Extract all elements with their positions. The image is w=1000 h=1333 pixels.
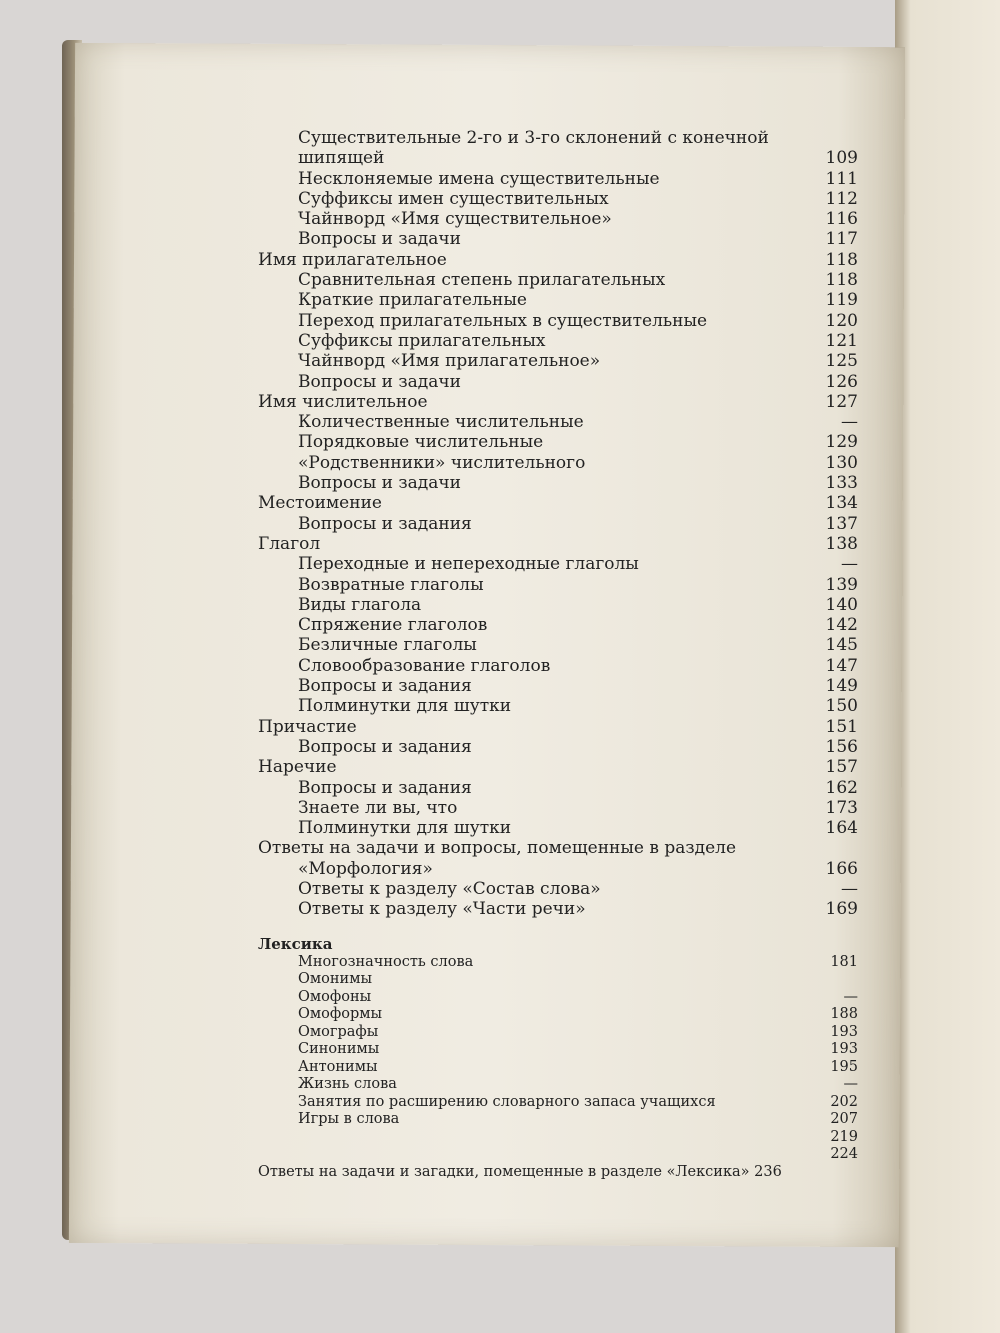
toc-line — [258, 290, 858, 310]
toc-line-text: Вопросы и задачи — [298, 473, 461, 494]
toc-line — [258, 1006, 858, 1024]
toc-line-text: Вопросы и задания — [298, 676, 472, 697]
toc-page-number: 139 — [825, 574, 858, 595]
toc-line-text: шипящей — [298, 148, 385, 169]
toc-line-text: Полминутки для шутки — [298, 818, 512, 839]
toc-line — [258, 595, 858, 615]
toc-line — [258, 432, 858, 452]
toc-line — [258, 229, 858, 249]
toc-line — [258, 635, 858, 655]
toc-line-text: Омонимы — [298, 971, 373, 988]
toc-page-number: 118 — [825, 249, 858, 270]
toc-page-number: 129 — [825, 432, 858, 453]
toc-page-number: 219 — [830, 1128, 858, 1145]
toc-line-text: Ответы на задачи и вопросы, помещенные в разделе — [258, 838, 737, 859]
toc-line — [258, 331, 858, 351]
toc-page-number: 169 — [825, 899, 858, 920]
toc-page-number: 181 — [830, 953, 858, 970]
toc-page-number: 207 — [830, 1111, 858, 1128]
toc-page-number: — — [843, 988, 858, 1005]
toc-page-number: — — [841, 554, 858, 575]
toc-line — [258, 676, 858, 696]
toc-line-text: Наречие — [258, 757, 337, 778]
toc-line-text: Глагол — [258, 533, 321, 554]
toc-line — [258, 859, 858, 879]
toc-page-number: 140 — [825, 594, 858, 615]
toc-section-title: Лексика — [258, 934, 333, 953]
toc-line-text: Количественные числительные — [298, 412, 584, 433]
toc-line-text: Ответы к разделу «Части речи» — [298, 899, 586, 920]
toc-page-number: 151 — [825, 716, 858, 737]
toc-line — [258, 1024, 858, 1042]
toc-line-text: Омофоны — [298, 988, 372, 1005]
toc-line — [258, 615, 858, 635]
toc-page-number: 119 — [825, 290, 858, 311]
toc-line-text: Причастие — [258, 716, 357, 737]
toc-line-text: Безличные глаголы — [298, 635, 477, 656]
toc-line — [258, 954, 858, 972]
toc-line-text: Вопросы и задания — [298, 736, 472, 757]
toc-line-text: Чайнворд «Имя прилагательное» — [298, 351, 601, 372]
toc-line — [258, 250, 858, 270]
toc-page-number: 193 — [830, 1041, 858, 1058]
toc-line — [258, 1111, 858, 1129]
toc-line — [258, 412, 858, 432]
toc-line — [258, 798, 858, 818]
toc-line-text: Вопросы и задачи — [298, 371, 461, 392]
toc-line — [258, 989, 858, 1007]
toc-line-text: Существительные 2-го и 3-го склонений с конечной — [298, 128, 769, 148]
toc-page-number: 125 — [825, 351, 858, 372]
toc-page-number: 195 — [830, 1058, 858, 1075]
toc-page-number: 224 — [830, 1146, 858, 1163]
toc-line-text: «Морфология» — [298, 858, 433, 879]
toc-line — [258, 1076, 858, 1094]
toc-page-number: 134 — [825, 493, 858, 514]
toc-line-text: Несклоняемые имена существительные — [298, 168, 660, 189]
toc-line-text: Имя числительное — [258, 391, 428, 412]
toc-line-text: Краткие прилагательные — [298, 290, 527, 311]
toc-page-number: 116 — [825, 209, 858, 230]
toc-line-text: Антонимы — [298, 1058, 378, 1075]
toc-page-number: 112 — [825, 188, 858, 209]
toc-section-morphology — [258, 128, 858, 920]
toc-line-text: Синонимы — [298, 1041, 380, 1058]
toc-line — [258, 372, 858, 392]
toc-page-number: 127 — [825, 391, 858, 412]
toc-page-number: — — [843, 1076, 858, 1093]
toc-line-text: Жизнь слова — [298, 1076, 397, 1093]
toc-page-number: 193 — [830, 1023, 858, 1040]
toc-line-text: Знаете ли вы, что — [298, 797, 458, 818]
toc-line — [258, 514, 858, 534]
toc-line-text: Суффиксы прилагательных — [298, 330, 546, 351]
toc-line-text: Суффиксы имен существительных — [298, 188, 609, 209]
toc-line — [258, 493, 858, 513]
toc-page-number: 120 — [825, 310, 858, 331]
toc-line-text: Сравнительная степень прилагательных — [298, 270, 666, 291]
toc-line — [258, 778, 858, 798]
toc-page-number: 150 — [825, 696, 858, 717]
toc-final-line: Ответы на задачи и загадки, помещенные в разделе «Лексика» 236 — [258, 1163, 782, 1180]
toc-line — [258, 169, 858, 189]
toc-line — [258, 554, 858, 574]
toc-page-number: 147 — [825, 655, 858, 676]
toc-page-number: 109 — [825, 148, 858, 169]
toc-page-number: 142 — [825, 615, 858, 636]
toc-line-text: Чайнворд «Имя существительное» — [298, 209, 612, 230]
toc-page-number: 117 — [825, 229, 858, 250]
toc-page-number: 162 — [825, 777, 858, 798]
toc-line — [258, 209, 858, 229]
toc-page-number: 149 — [825, 676, 858, 697]
toc-page-number: 164 — [825, 818, 858, 839]
toc-line-text: Виды глагола — [298, 594, 422, 615]
toc-line-text: Местоимение — [258, 493, 382, 514]
toc-line — [258, 899, 858, 919]
toc-line — [258, 311, 858, 331]
toc-page-number: 188 — [830, 1006, 858, 1023]
toc-line-text: Омографы — [298, 1023, 379, 1040]
toc-line-text: Переход прилагательных в существительные — [298, 310, 708, 331]
toc-line — [258, 351, 858, 371]
toc-page-number: 121 — [825, 330, 858, 351]
toc-page-number: 156 — [825, 736, 858, 757]
toc-line — [258, 818, 858, 838]
toc-line — [258, 1146, 858, 1164]
toc-line-text: Занятия по расширению словарного запаса учащихся — [298, 1093, 716, 1110]
toc-page-number: 111 — [825, 168, 858, 189]
toc-line — [258, 757, 858, 777]
toc-line — [258, 971, 858, 989]
toc-line — [258, 148, 858, 168]
toc-line — [258, 473, 858, 493]
toc-page-number: 118 — [825, 270, 858, 291]
toc-line — [258, 717, 858, 737]
toc-line — [258, 575, 858, 595]
toc-line-text: Ответы к разделу «Состав слова» — [298, 878, 601, 899]
toc-line — [258, 1041, 858, 1059]
toc-line-text: Переходные и непереходные глаголы — [298, 554, 639, 575]
toc-page-number: — — [841, 412, 858, 433]
toc-line — [258, 453, 858, 473]
toc-line — [258, 1129, 858, 1147]
table-of-contents — [258, 128, 858, 1181]
toc-line-text: Вопросы и задания — [298, 777, 472, 798]
toc-page-number: 145 — [825, 635, 858, 656]
toc-page-number: 138 — [825, 533, 858, 554]
toc-line-text: Словообразование глаголов — [298, 655, 551, 676]
toc-line — [258, 1094, 858, 1112]
toc-line — [258, 1059, 858, 1077]
toc-page-number: 173 — [825, 797, 858, 818]
toc-line-text: Омоформы — [298, 1006, 383, 1023]
toc-page-number: 137 — [825, 513, 858, 534]
toc-line-text: Вопросы и задачи — [298, 229, 461, 250]
toc-line-text: Игры в слова — [298, 1111, 400, 1128]
toc-line-text: Спряжение глаголов — [298, 615, 488, 636]
toc-page-number: 126 — [825, 371, 858, 392]
toc-line — [258, 838, 858, 858]
toc-line — [258, 392, 858, 412]
toc-line — [258, 879, 858, 899]
adjacent-page — [895, 0, 1000, 1333]
toc-line-text: Вопросы и задания — [298, 513, 472, 534]
toc-line-text: Порядковые числительные — [298, 432, 544, 453]
toc-line — [258, 737, 858, 757]
toc-line-text: Имя прилагательное — [258, 249, 447, 270]
toc-line — [258, 128, 858, 148]
toc-line-text: Возвратные глаголы — [298, 574, 484, 595]
toc-line-text: Полминутки для шутки — [298, 696, 512, 717]
toc-section-lexicon — [258, 954, 858, 1164]
toc-page-number: 133 — [825, 473, 858, 494]
toc-line-text: Многозначность слова — [298, 953, 474, 970]
toc-line — [258, 534, 858, 554]
toc-line — [258, 656, 858, 676]
toc-line — [258, 270, 858, 290]
toc-line — [258, 696, 858, 716]
toc-line — [258, 189, 858, 209]
toc-line-text: «Родственники» числительного — [298, 452, 586, 473]
toc-page-number: 166 — [825, 858, 858, 879]
toc-page-number: 157 — [825, 757, 858, 778]
toc-page-number: 202 — [830, 1093, 858, 1110]
toc-page-number: 130 — [825, 452, 858, 473]
toc-page-number: — — [841, 878, 858, 899]
